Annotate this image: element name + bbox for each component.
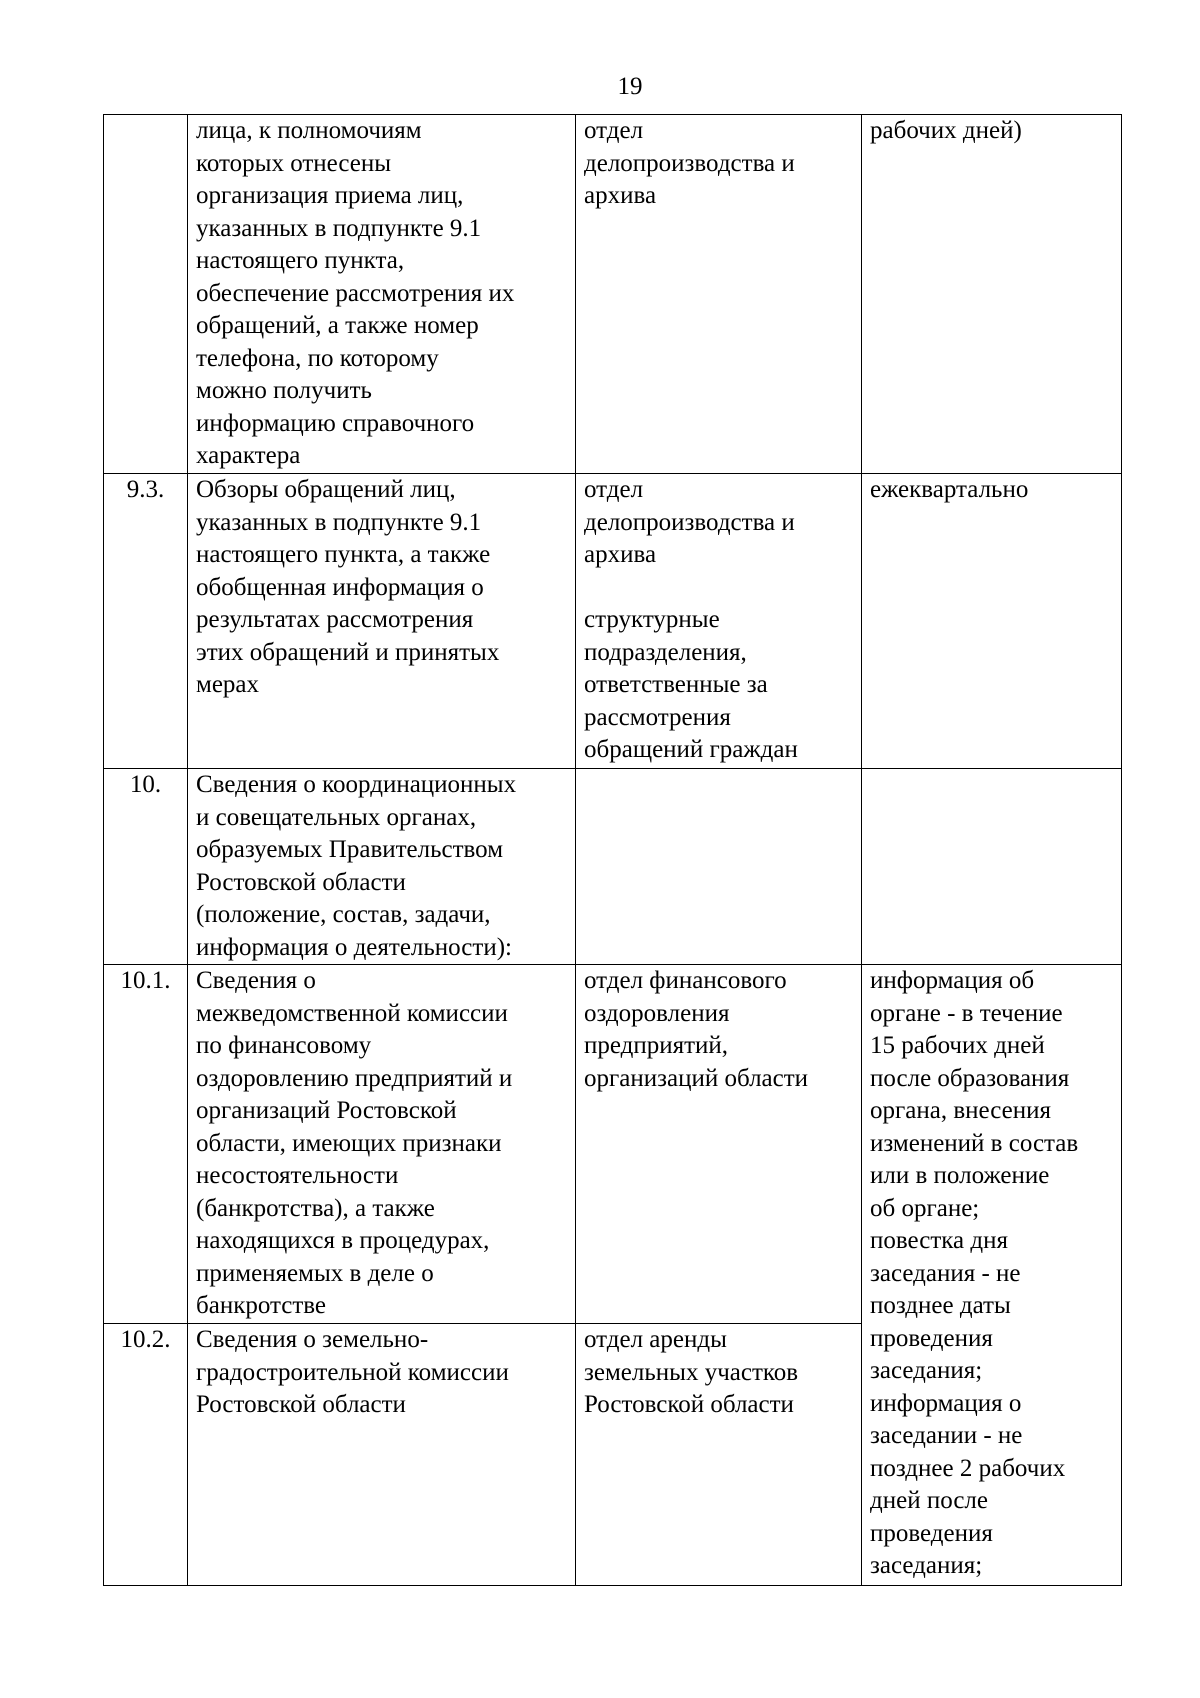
table-row <box>104 769 1122 965</box>
deadline-cell <box>862 769 1122 965</box>
table-row <box>104 115 1122 474</box>
info-cell: Сведения о земельно- градостроительной комиссии Ростовской области <box>188 1324 576 1586</box>
row-number <box>104 115 188 474</box>
deadline-cell: рабочих дней) <box>862 115 1122 474</box>
info-cell: Обзоры обращений лиц, указанных в подпункте 9.1 настоящего пункта, а также обобщенная информация о результатах рассмотрения этих обращений и принятых мерах <box>188 474 576 769</box>
row-number: 10. <box>104 769 188 965</box>
info-cell: лица, к полномочиям которых отнесены организация приема лиц, указанных в подпункте 9.1 настоящего пункта, обеспечение рассмотрения их обращений, а также номер телефона, по которому можно получить информацию справочного характера <box>188 115 576 474</box>
responsible-cell: отдел финансового оздоровления предприятий, организаций области <box>576 965 862 1324</box>
responsible-cell: отдел аренды земельных участков Ростовской области <box>576 1324 862 1586</box>
disclosure-table <box>103 114 1122 1586</box>
row-number: 10.2. <box>104 1324 188 1586</box>
table-row <box>104 965 1122 1324</box>
table-row <box>104 474 1122 769</box>
responsible-cell <box>576 769 862 965</box>
deadline-cell: ежеквартально <box>862 474 1122 769</box>
responsible-cell: отдел делопроизводства и архива структурные подразделения, ответственные за рассмотрения обращений граждан <box>576 474 862 769</box>
row-number: 9.3. <box>104 474 188 769</box>
page-number: 19 <box>617 73 643 100</box>
info-cell: Сведения о координационных и совещательных органах, образуемых Правительством Ростовской области (положение, состав, задачи, информация о деятельности): <box>188 769 576 965</box>
info-cell: Сведения о межведомственной комиссии по финансовому оздоровлению предприятий и организаций Ростовской области, имеющих признаки несостоятельности (банкротства), а также находящихся в процедурах, применяемых в деле о банкротстве <box>188 965 576 1324</box>
row-number: 10.1. <box>104 965 188 1324</box>
deadline-cell: информация об органе - в течение 15 рабочих дней после образования органа, внесения изменений в состав или в положение об органе; повестка дня заседания - не позднее даты проведения заседания; информация о заседании - не позднее 2 рабочих дней после проведения заседания; <box>862 965 1122 1586</box>
responsible-cell: отдел делопроизводства и архива <box>576 115 862 474</box>
